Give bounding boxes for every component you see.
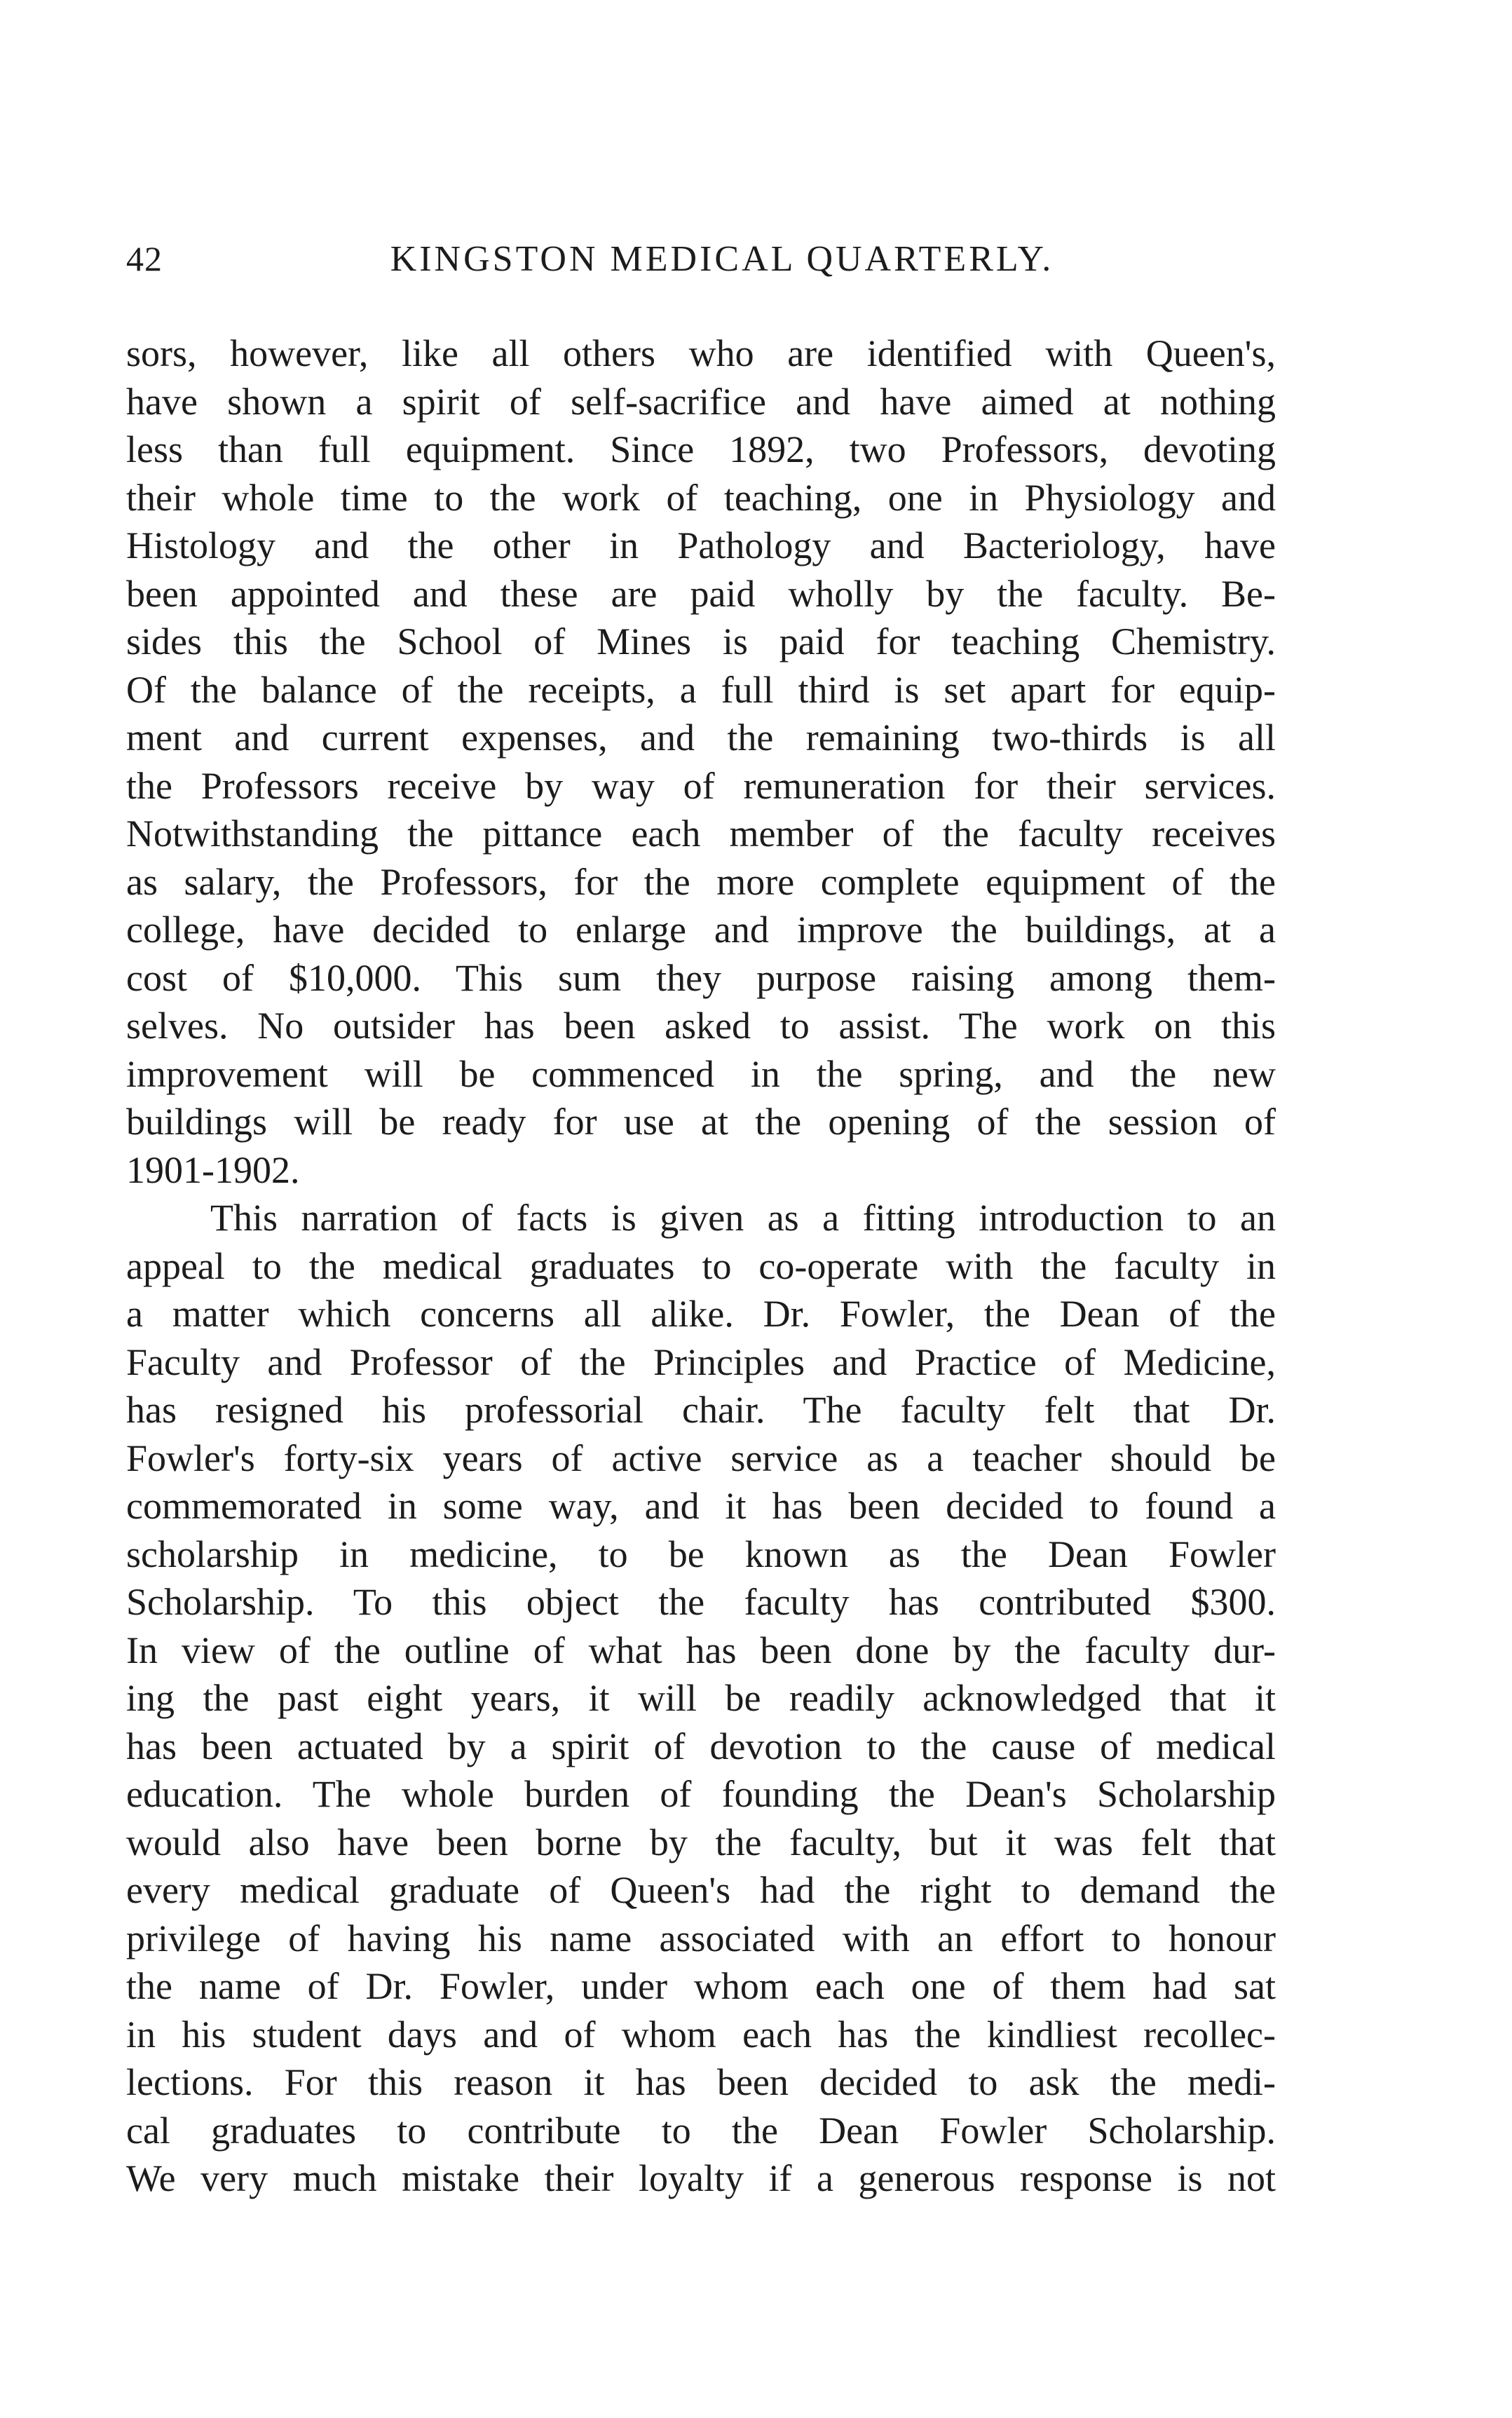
text-line: buildings will be ready for use at the opening of the session of [126, 1101, 1276, 1143]
text-line: 1901-1902. [126, 1148, 300, 1191]
text-line: We very much mistake their loyalty if a generous response is not [126, 2157, 1276, 2199]
text-line: in his student days and of whom each has the kindliest recollec- [126, 2013, 1276, 2056]
text-line: Of the balance of the receipts, a full third is set apart for equip- [126, 668, 1276, 711]
text-line: improvement will be commenced in the spring, and the new [126, 1052, 1276, 1095]
text-line: education. The whole burden of founding the Dean's Scholarship [126, 1773, 1276, 1815]
text-line: less than full equipment. Since 1892, two Professors, devoting [126, 428, 1276, 470]
text-line: ment and current expenses, and the remaining two-thirds is all [126, 716, 1276, 759]
text-line: every medical graduate of Queen's had the right to demand the [126, 1869, 1276, 1911]
text-line: Faculty and Professor of the Principles and Practice of Medicine, [126, 1340, 1276, 1383]
text-line: a matter which concerns all alike. Dr. Fowler, the Dean of the [126, 1293, 1276, 1335]
text-line: sides this the School of Mines is paid for teaching Chemistry. [126, 620, 1276, 663]
text-line: Fowler's forty-six years of active service as a teacher should be [126, 1436, 1276, 1479]
text-line: college, have decided to enlarge and improve the buildings, at a [126, 909, 1276, 951]
text-line: ing the past eight years, it will be readily acknowledged that it [126, 1677, 1276, 1719]
article-body [126, 330, 1276, 2203]
text-line: cal graduates to contribute to the Dean Fowler Scholarship. [126, 2109, 1276, 2152]
text-line: cost of $10,000. This sum they purpose raising among them- [126, 956, 1276, 999]
text-line: the Professors receive by way of remuneration for their services. [126, 764, 1276, 807]
text-line: as salary, the Professors, for the more complete equipment of the [126, 860, 1276, 903]
journal-title: KINGSTON MEDICAL QUARTERLY. [390, 239, 1054, 279]
text-line: has resigned his professorial chair. The faculty felt that Dr. [126, 1389, 1276, 1431]
text-line: Notwithstanding the pittance each member of the faculty receives [126, 813, 1276, 855]
text-line: would also have been borne by the faculty, but it was felt that [126, 1821, 1276, 1863]
running-head [126, 238, 1276, 287]
text-line: commemorated in some way, and it has been decided to found a [126, 1485, 1276, 1527]
text-line: This narration of facts is given as a fitting introduction to an [210, 1197, 1276, 1239]
paragraph-1 [126, 330, 1276, 1194]
text-line: privilege of having his name associated with an effort to honour [126, 1917, 1276, 1959]
text-line: their whole time to the work of teaching, one in Physiology and [126, 476, 1276, 519]
text-line: scholarship in medicine, to be known as the Dean Fowler [126, 1533, 1276, 1575]
paragraph-2 [126, 1194, 1276, 2203]
text-line: has been actuated by a spirit of devotion to the cause of medical [126, 1725, 1276, 1767]
text-line: sors, however, like all others who are identified with Queen's, [126, 332, 1276, 374]
text-line: lections. For this reason it has been decided to ask the medi- [126, 2061, 1276, 2103]
text-line: been appointed and these are paid wholly by the faculty. Be- [126, 572, 1276, 615]
text-line: have shown a spirit of self-sacrifice and have aimed at nothing [126, 380, 1276, 423]
page-number: 42 [126, 239, 163, 278]
text-line: In view of the outline of what has been done by the faculty dur- [126, 1629, 1276, 1671]
text-line: appeal to the medical graduates to co-operate with the faculty in [126, 1244, 1276, 1287]
text-line: Scholarship. To this object the faculty has contributed $300. [126, 1581, 1276, 1623]
text-line: the name of Dr. Fowler, under whom each one of them had sat [126, 1965, 1276, 2007]
text-line: selves. No outsider has been asked to assist. The work on this [126, 1005, 1276, 1047]
text-line: Histology and the other in Pathology and Bacteriology, have [126, 524, 1276, 566]
